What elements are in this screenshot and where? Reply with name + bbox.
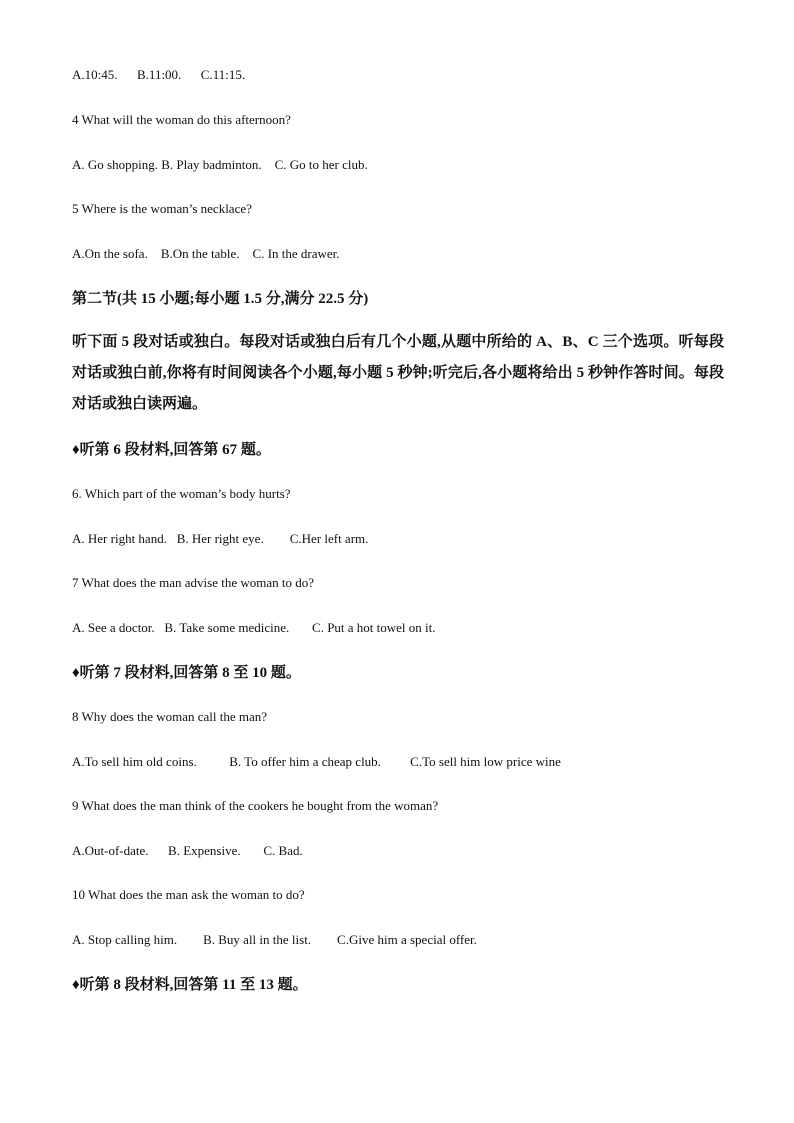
passage8-heading: ♦听第 8 段材料,回答第 11 至 13 题。	[72, 977, 308, 993]
q5-options: A.On the sofa. B.On the table. C. In the drawer.	[72, 246, 340, 261]
q10-options: A. Stop calling him. B. Buy all in the list. C.Give him a special offer.	[72, 932, 477, 947]
q10-question: 10 What does the man ask the woman to do?	[72, 887, 305, 902]
q8-options: A.To sell him old coins. B. To offer him a cheap club. C.To sell him low price wine	[72, 754, 561, 769]
section2-instructions: 听下面 5 段对话或独白。每段对话或独白后有几个小题,从题中所给的 A、B、C 三个选项。听每段对话或独白前,你将有时间阅读各个小题,每小题 5 秒钟;听完后,各小题将给出 5 秒钟作答时间。每段对话或独白读两遍。	[72, 334, 724, 412]
q7-question: 7 What does the man advise the woman to do?	[72, 575, 315, 590]
q3-options: A.10:45. B.11:00. C.11:15.	[72, 67, 246, 82]
passage6-heading: ♦听第 6 段材料,回答第 67 题。	[72, 442, 271, 458]
q8-question: 8 Why does the woman call the man?	[72, 709, 268, 724]
q6-options: A. Her right hand. B. Her right eye. C.Her left arm.	[72, 531, 369, 546]
q9-options: A.Out-of-date. B. Expensive. C. Bad.	[72, 843, 303, 858]
section2-title: 第二节(共 15 小题;每小题 1.5 分,满分 22.5 分)	[72, 291, 369, 307]
q4-options: A. Go shopping. B. Play badminton. C. Go to her club.	[72, 157, 368, 172]
q6-question: 6. Which part of the woman’s body hurts?	[72, 486, 291, 501]
q4-question: 4 What will the woman do this afternoon?	[72, 112, 291, 127]
q7-options: A. See a doctor. B. Take some medicine. C. Put a hot towel on it.	[72, 620, 436, 635]
q5-question: 5 Where is the woman’s necklace?	[72, 201, 252, 216]
q9-question: 9 What does the man think of the cookers he bought from the woman?	[72, 798, 439, 813]
passage7-heading: ♦听第 7 段材料,回答第 8 至 10 题。	[72, 665, 301, 681]
